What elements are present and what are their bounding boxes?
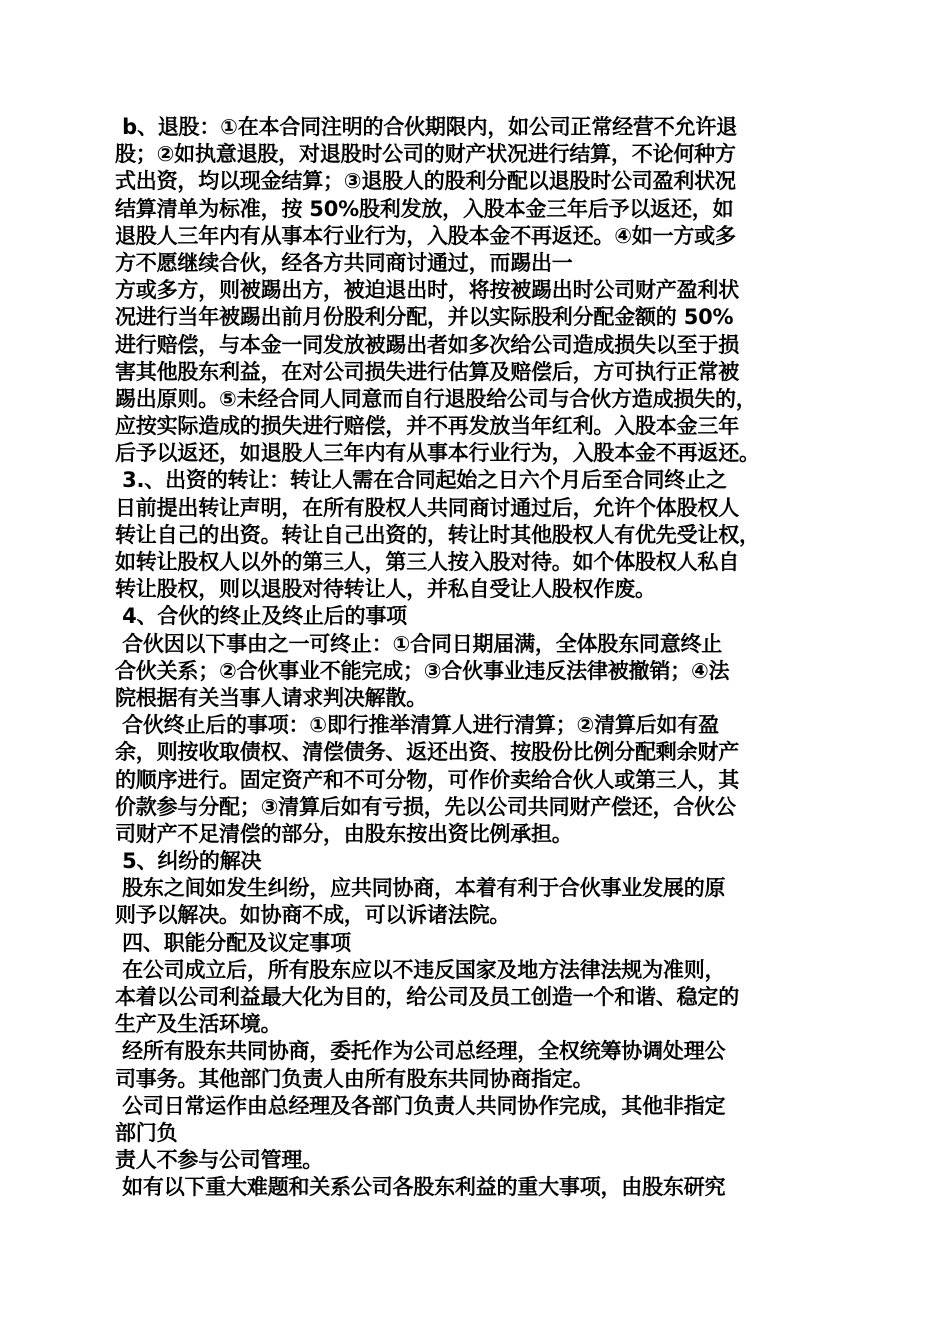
text-line: 合伙终止后的事项：①即行推举清算人进行清算；②清算后如有盈 (115, 713, 719, 738)
text-line: 踢出原则。⑤未经合同人同意而自行退股给公司与合伙方造成损失的， (115, 386, 757, 411)
document-body (115, 114, 845, 1202)
text-line: 如转让股权人以外的第三人，第三人按入股对待。如个体股权人私自 (115, 550, 739, 574)
text-line: b、退股：①在本合同注明的合伙期限内，如公司正常经营不允许退 (115, 115, 737, 139)
section-heading: 四、职能分配及议定事项 (115, 930, 351, 955)
text-line: 方不愿继续合伙，经各方共同商讨通过，而踢出一 (115, 250, 573, 275)
text-line: 司事务。其他部门负责人由所有股东共同协商指定。 (115, 1066, 594, 1091)
text-line: 3.、出资的转让：转让人需在合同起始之日六个月后至合同终止之 (115, 468, 727, 493)
text-line: 况进行当年被踢出前月份股利分配，并以实际股利分配金额的 50% (115, 305, 734, 330)
text-line: 日前提出转让声明，在所有股权人共同商讨通过后，允许个体股权人 (115, 495, 739, 520)
text-line: 价款参与分配；③清算后如有亏损，先以公司共同财产偿还，合伙公 (115, 794, 736, 819)
section-heading: 4、合伙的终止及终止后的事项 (115, 604, 407, 629)
text-line: 如有以下重大难题和关系公司各股东利益的重大事项，由股东研究 (115, 1175, 726, 1200)
text-line: 在公司成立后，所有股东应以不违反国家及地方法律法规为准则， (115, 957, 726, 982)
text-line: 院根据有关当事人请求判决解散。 (115, 685, 427, 710)
text-line: 合伙因以下事由之一可终止：①合同日期届满，全体股东同意终止 (115, 631, 723, 656)
section-heading: 5、纠纷的解决 (115, 849, 262, 874)
text-line: 进行赔偿，与本金一同发放被踢出者如多次给公司造成损失以至于损 (115, 332, 739, 357)
text-line: 合伙关系；②合伙事业不能完成；③合伙事业违反法律被撤销；④法 (115, 658, 730, 683)
text-line: 式出资，均以现金结算；③退股人的股利分配以退股时公司盈利状况 (115, 169, 736, 194)
text-line: 司财产不足清偿的部分，由股东按出资比例承担。 (115, 821, 573, 846)
text-line: 转让自己的出资。转让自己出资的，转让时其他股权人有优先受让权， (115, 522, 760, 547)
text-line: 本着以公司利益最大化为目的，给公司及员工创造一个和谐、稳定的 (115, 985, 739, 1009)
text-line: 害其他股东利益，在对公司损失进行估算及赔偿后，方可执行正常被 (115, 359, 739, 384)
text-line: 部门负 (115, 1120, 178, 1145)
text-line: 结算清单为标准，按 50%股利发放，入股本金三年后予以返还，如 (115, 196, 734, 221)
text-line: 方或多方，则被踢出方，被迫退出时，将按被踢出时公司财产盈利状 (115, 278, 739, 303)
text-line: 退股人三年内有从事本行业行为，入股本金不再返还。④如一方或多 (115, 223, 736, 248)
text-line: 经所有股东共同协商，委托作为公司总经理，全权统筹协调处理公 (115, 1039, 726, 1064)
text-line: 应按实际造成的损失进行赔偿，并不再发放当年红利。入股本金三年 (115, 414, 739, 439)
text-line: 生产及生活环境。 (115, 1012, 282, 1037)
text-line: 余，则按收取债权、清偿债务、返还出资、按股份比例分配剩余财产 (115, 740, 739, 765)
text-line: 责人不参与公司管理。 (115, 1148, 323, 1173)
text-line: 则予以解决。如协商不成，可以诉诸法院。 (115, 903, 511, 928)
text-line: 后予以返还，如退股人三年内有从事本行业行为，入股本金不再返还。 (115, 441, 760, 466)
text-line: 公司日常运作由总经理及各部门负责人共同协作完成，其他非指定 (115, 1093, 726, 1118)
text-line: 股；②如执意退股，对退股时公司的财产状况进行结算，不论何种方 (115, 142, 736, 167)
text-line: 股东之间如发生纠纷，应共同协商，本着有利于合伙事业发展的原 (115, 876, 726, 901)
text-line: 转让股权，则以退股对待转让人，并私自受让人股权作废。 (115, 577, 656, 602)
text-line: 的顺序进行。固定资产和不可分物，可作价卖给合伙人或第三人，其 (115, 767, 739, 792)
